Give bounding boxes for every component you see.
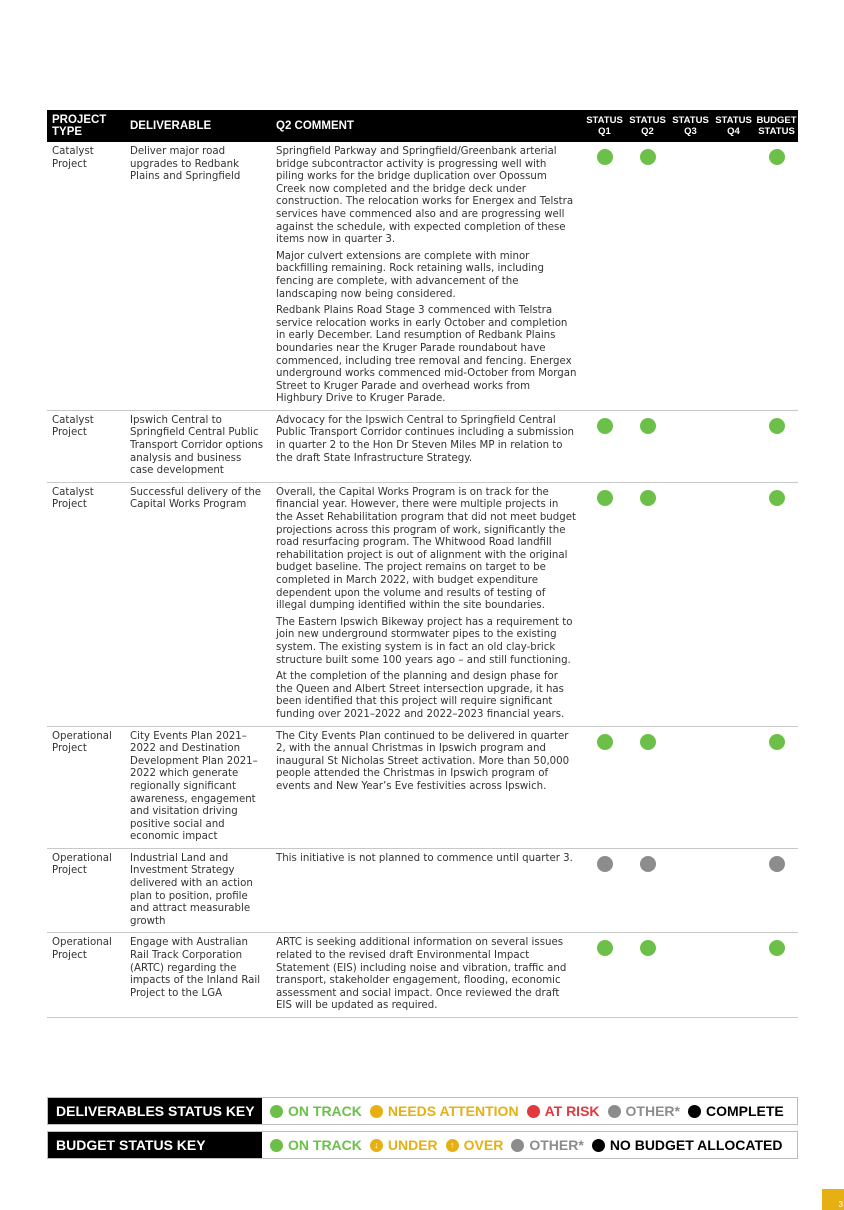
budget-key-items [262, 1132, 797, 1158]
deliverable: Ipswich Central to Springfield Central Public Transport Corridor options analysis and business case development [130, 414, 264, 477]
key-dot [608, 1105, 621, 1118]
status-cell [755, 146, 798, 406]
status-dot-on-track [769, 490, 785, 506]
deliverables-status-key [47, 1097, 798, 1125]
key-item [270, 1137, 362, 1153]
key-label: COMPLETE [705, 1103, 784, 1119]
status-cell [626, 937, 669, 1013]
key-item [370, 1137, 438, 1153]
status-cell [712, 937, 755, 1013]
table-row [47, 142, 798, 411]
header-status-q2: STATUS Q2 [629, 115, 666, 137]
status-cell [712, 146, 755, 406]
deliverable: City Events Plan 2021–2022 and Destination Development Plan 2021–2022 which generate regionally significant awareness, engagement and visitation driving positive social and economic impact [130, 730, 258, 843]
budget-status-key [47, 1131, 798, 1159]
deliverables-key-items [262, 1098, 797, 1124]
comment-paragraph: Springfield Parkway and Springfield/Greenbank arterial bridge subcontractor activity is progressing well with piling works for the bridge duplication over Opossum Creek now completed and the bridge deck under construction. The relocation works for Energex and Telstra services have commenced also and are progressing well against the schedule, with expected completion of these items now in quarter 3. [276, 146, 574, 246]
key-item [608, 1103, 680, 1119]
status-dot-on-track [640, 940, 656, 956]
comment-paragraph: Redbank Plains Road Stage 3 commenced with Telstra service relocation works in early October and completion in early December. Land resumption of Redbank Plains boundaries near the Kruger Parade roundabout have commenced, including tree removal and fencing. Energex underground works commenced mid-October from Morgan Street to Kruger Parade and overhead works from Highbury Drive to Kruger Parade. [276, 305, 577, 405]
status-cell [755, 937, 798, 1013]
key-label: AT RISK [544, 1103, 600, 1119]
key-label: NO BUDGET ALLOCATED [609, 1137, 783, 1153]
header-comment: Q2 COMMENT [276, 120, 354, 132]
status-cell [712, 853, 755, 929]
status-cell [755, 487, 798, 722]
q2-comment [271, 937, 583, 1013]
deliverable: Industrial Land and Investment Strategy delivered with an action plan to position, profile and attract measurable growth [130, 852, 253, 927]
status-dot-on-track [769, 734, 785, 750]
key-dot [688, 1105, 701, 1118]
key-label: OVER [463, 1137, 504, 1153]
q2-comment [271, 853, 583, 929]
key-dot [527, 1105, 540, 1118]
key-dot [270, 1105, 283, 1118]
status-dot-on-track [597, 490, 613, 506]
table-row [47, 727, 798, 849]
status-dot-on-track [769, 940, 785, 956]
deliverables-table [47, 110, 798, 1018]
deliverable: Deliver major road upgrades to Redbank Plains and Springfield [130, 146, 241, 183]
header-deliverable: DELIVERABLE [130, 120, 212, 132]
project-type: Operational Project [52, 852, 112, 877]
comment-paragraph: The City Events Plan continued to be delivered in quarter 2, with the annual Christmas in Ipswich program and inaugural St Nicholas Street activation. More than 50,000 people attended the Christmas in Ipswich program of events and New Year’s Eve festivities across Ipswich. [276, 730, 570, 792]
status-cell [583, 146, 626, 406]
status-dot-on-track [640, 490, 656, 506]
status-cell [755, 415, 798, 478]
status-dot-other [597, 856, 613, 872]
status-cell [583, 853, 626, 929]
key-dot [370, 1105, 383, 1118]
status-cell [626, 731, 669, 844]
key-label: UNDER [387, 1137, 438, 1153]
table-header [47, 110, 798, 142]
status-cell [669, 937, 712, 1013]
header-status-q4: STATUS Q4 [715, 115, 752, 137]
project-type: Operational Project [52, 730, 112, 755]
status-dot-on-track [640, 734, 656, 750]
header-project-type: PROJECT TYPE [52, 114, 107, 138]
key-label: NEEDS ATTENTION [387, 1103, 519, 1119]
status-cell [712, 731, 755, 844]
header-status-q1: STATUS Q1 [586, 115, 623, 137]
comment-paragraph: ARTC is seeking additional information on several issues related to the revised draft Environmental Impact Statement (EIS) including noise and vibration, traffic and transport, stakeholder engagement, flooding, economic assessment and social impact. Once reviewed the draft EIS will be updated as required. [276, 937, 567, 1012]
key-item [592, 1137, 783, 1153]
status-dot-on-track [597, 418, 613, 434]
deliverable: Successful delivery of the Capital Works Program [130, 486, 262, 511]
key-item [688, 1103, 784, 1119]
q2-comment [271, 146, 583, 406]
project-type: Catalyst Project [52, 146, 94, 170]
status-dot-on-track [597, 734, 613, 750]
comment-paragraph: The Eastern Ipswich Bikeway project has a requirement to join new underground stormwater pipes to the existing system. The existing system is in fact an old clay-brick structure built some 100 years ago – and still functioning. [276, 616, 573, 666]
status-cell [669, 731, 712, 844]
project-type: Catalyst Project [52, 414, 94, 439]
status-dot-on-track [640, 149, 656, 165]
key-label: OTHER* [529, 1137, 584, 1153]
comment-paragraph: Advocacy for the Ipswich Central to Springfield Central Public Transport Corridor continues including a submission in quarter 2 to the Hon Dr Steven Miles MP in relation to the draft State Infrastructure Strategy. [276, 414, 575, 464]
table-row [47, 849, 798, 934]
status-cell [755, 853, 798, 929]
key-label: ON TRACK [288, 1137, 362, 1153]
status-cell [626, 487, 669, 722]
key-dot [511, 1139, 524, 1152]
header-status-q3: STATUS Q3 [672, 115, 709, 137]
table-body [47, 142, 798, 1018]
status-dot-on-track [769, 149, 785, 165]
status-cell [712, 487, 755, 722]
q2-comment [271, 731, 583, 844]
key-item [370, 1103, 519, 1119]
status-cell [626, 853, 669, 929]
key-dot [270, 1139, 283, 1152]
key-label: ON TRACK [288, 1103, 362, 1119]
status-dot-on-track [597, 940, 613, 956]
table-row [47, 933, 798, 1018]
status-cell [583, 731, 626, 844]
table-row [47, 411, 798, 483]
status-cell [626, 146, 669, 406]
project-type: Operational Project [52, 937, 112, 962]
status-cell [669, 146, 712, 406]
status-cell [626, 415, 669, 478]
status-cell [669, 415, 712, 478]
header-budget-status: BUDGET STATUS [756, 115, 797, 137]
key-dot [592, 1139, 605, 1152]
q2-comment [271, 415, 583, 478]
key-item [527, 1103, 600, 1119]
table-row [47, 483, 798, 727]
status-cell [583, 937, 626, 1013]
key-item [270, 1103, 362, 1119]
comment-paragraph: Overall, the Capital Works Program is on track for the financial year. However, there were multiple projects in the Asset Rehabilitation program that did not meet budget projections across this program of work, significantly the road resurfacing program. The Whitwood Road landfill rehabilitation project is out of alignment with the original budget baseline. The project remains on target to be completed in March 2022, with budget expenditure dependent upon the volume and results of testing of illegal dumping identified within the site boundaries. [276, 486, 576, 612]
status-dot-on-track [769, 418, 785, 434]
status-dot-other [769, 856, 785, 872]
deliverables-key-label: DELIVERABLES STATUS KEY [48, 1098, 262, 1124]
key-label: OTHER* [625, 1103, 680, 1119]
key-item [511, 1137, 583, 1153]
status-cell [583, 415, 626, 478]
status-dot-on-track [640, 418, 656, 434]
q2-comment [271, 487, 583, 722]
down-arrow-icon: ↓ [370, 1139, 383, 1152]
page-number: 3 [822, 1189, 844, 1210]
status-cell [712, 415, 755, 478]
status-cell [669, 853, 712, 929]
deliverable: Engage with Australian Rail Track Corporation (ARTC) regarding the impacts of the Inland Rail Project to the LGA [130, 937, 261, 999]
key-item [446, 1137, 504, 1153]
status-dot-other [640, 856, 656, 872]
up-arrow-icon: ↑ [446, 1139, 459, 1152]
status-cell [669, 487, 712, 722]
budget-key-label: BUDGET STATUS KEY [48, 1132, 262, 1158]
status-dot-on-track [597, 149, 613, 165]
status-cell [755, 731, 798, 844]
comment-paragraph: This initiative is not planned to commence until quarter 3. [276, 852, 573, 864]
comment-paragraph: Major culvert extensions are complete with minor backfilling remaining. Rock retaining walls, including fencing are complete, with advancement of the landscaping now being considered. [276, 250, 544, 300]
project-type: Catalyst Project [52, 486, 94, 511]
comment-paragraph: At the completion of the planning and design phase for the Queen and Albert Street intersection upgrade, it has been identified that this project will require significant funding over 2021–2022 and 2022–2023 financial years. [276, 671, 565, 720]
status-cell [583, 487, 626, 722]
